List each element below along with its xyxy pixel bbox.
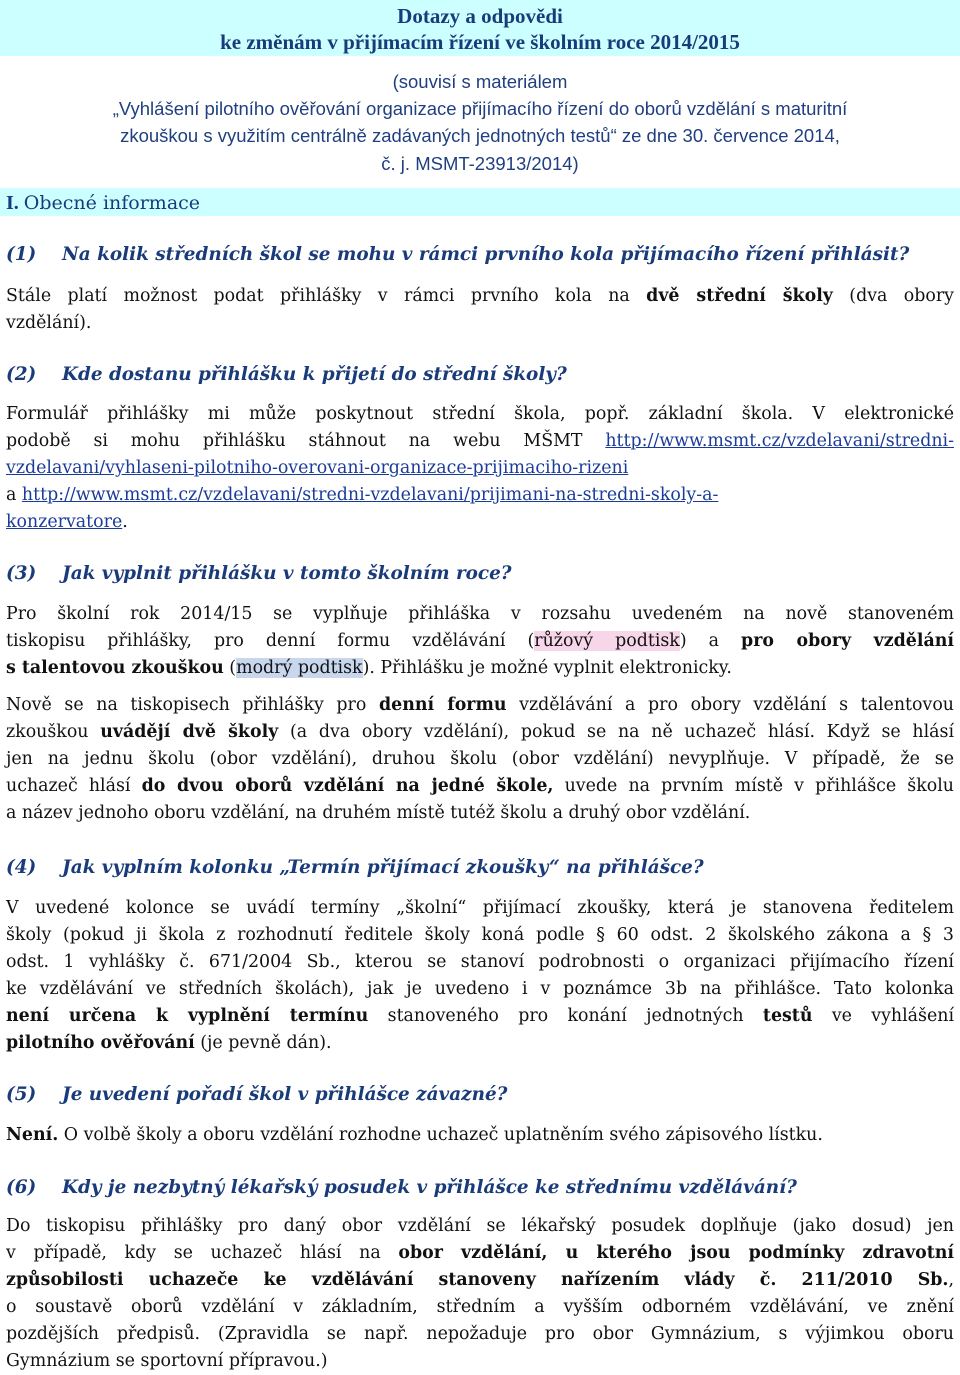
msmt-link-2-cont[interactable]: konzervatore <box>6 512 123 532</box>
answer-text: vzdělávání a pro obory vzdělání s talentovou <box>519 695 955 715</box>
answer-text: pozdějších předpisů. (Zpravidla se např. nepožaduje pro obor Gymnázium, s výjimkou oboru <box>6 1324 954 1344</box>
question-text: Kdy je nezbytný lékařský posudek v přihlášce ke střednímu vzdělávání? <box>62 1177 797 1198</box>
answer-bold: dvě střední školy <box>646 286 833 306</box>
answer-text: Nově se na tiskopisech přihlášky pro <box>6 695 367 715</box>
answer-text: o soustavě oborů vzdělání v základním, středním a vyšším odborném vzdělávání, ve znění <box>6 1297 954 1317</box>
answer-text: ). Přihlášku je možné vyplnit elektronicky. <box>362 658 732 678</box>
answer-bold: obor vzdělání, u kterého jsou podmínky zdravotní <box>398 1243 954 1263</box>
answer-text: školy (pokud ji škola z rozhodnutí ředitele školy koná podle § 60 odst. 2 školského zákona a § 3 <box>6 925 954 945</box>
question-4 <box>6 855 704 881</box>
answer-text: ( <box>229 658 237 678</box>
answer-text: (je pevně dán). <box>200 1033 332 1053</box>
answer-bold: není určena k vyplnění termínu <box>6 1006 369 1026</box>
answer-text: Pro školní rok 2014/15 se vyplňuje přihláška v rozsahu uvedeném na nově stanoveném <box>6 604 954 624</box>
answer-5 <box>6 1122 954 1149</box>
answer-text: Formulář přihlášky mi může poskytnout střední škola, popř. základní škola. V elektronické <box>6 404 954 424</box>
answer-text: tiskopisu přihlášky, pro denní formu vzdělávání ( <box>6 631 535 651</box>
question-text: Je uvedení pořadí škol v přihlášce závazné? <box>62 1084 508 1105</box>
question-text: Na kolik středních škol se mohu v rámci prvního kola přijímacího řízení přihlásit? <box>62 244 910 265</box>
answer-text: (a dva obory vzdělání), pokud se na ně uchazeč hlásí. Když se hlásí <box>290 722 955 742</box>
answer-bold: Není. <box>6 1125 59 1145</box>
question-number: (6) <box>6 1177 37 1198</box>
question-number: (3) <box>6 563 37 584</box>
answer-text: Stále platí možnost podat přihlášky v rámci prvního kola na <box>6 286 630 306</box>
answer-text: zkouškou <box>6 722 89 742</box>
question-5 <box>6 1082 507 1108</box>
answer-text: a <box>6 485 17 505</box>
question-number: (4) <box>6 857 37 878</box>
answer-text: , <box>948 1270 954 1290</box>
question-text: Jak vyplnit přihlášku v tomto školním roce? <box>62 563 512 584</box>
answer-text: odst. 1 vyhlášky č. 671/2004 Sb., kterou se stanoví podrobnosti o organizaci přijímacího řízení <box>6 952 954 972</box>
msmt-link-1[interactable]: http://www.msmt.cz/vzdelavani/stredni- <box>605 431 954 451</box>
answer-bold: denní formu <box>378 695 507 715</box>
answer-text: (dva obory <box>849 286 954 306</box>
answer-text: ) a <box>679 631 720 651</box>
answer-text: V uvedené kolonce se uvádí termíny „školní“ přijímací zkoušky, která je stanovena ředitelem <box>6 898 954 918</box>
answer-text: O volbě školy a oboru vzdělání rozhodne uchazeč uplatněním svého zápisového lístku. <box>63 1125 823 1145</box>
document-title: Dotazy a odpovědi <box>397 4 563 28</box>
section-number: I. <box>6 192 19 214</box>
msmt-link-1-cont[interactable]: vzdelavani/vyhlaseni-pilotniho-overovani-organizace-prijimaciho-rizeni <box>6 458 629 478</box>
blue-highlight: modrý podtisk <box>236 658 363 678</box>
answer-1 <box>6 283 954 337</box>
question-6 <box>6 1175 797 1201</box>
question-3 <box>6 561 512 587</box>
msmt-link-2[interactable]: http://www.msmt.cz/vzdelavani/stredni-vzdelavani/prijimani-na-stredni-skoly-a- <box>21 485 719 505</box>
answer-text: vzdělání). <box>6 313 92 333</box>
answer-text: v případě, kdy se uchazeč hlásí na <box>6 1243 381 1263</box>
source-note-line: č. j. MSMT-23913/2014) <box>381 153 579 174</box>
source-note-line: „Vyhlášení pilotního ověřování organizace přijímacího řízení do oborů vzdělání s maturitní <box>112 98 848 119</box>
answer-text: ke vzdělávání ve středních školách), jak je uvedeno i v poznámce 3b na přihlášce. Tato kolonka <box>6 979 954 999</box>
question-2 <box>6 362 567 388</box>
source-note-line: (souvisí s materiálem <box>392 71 568 92</box>
answer-text: jen na jednu školu (obor vzdělání), druhou školu (obor vzdělání) nevyplňuje. V případě, že se <box>6 749 954 769</box>
section-title: Obecné informace <box>23 192 201 214</box>
answer-bold: pilotního ověřování <box>6 1033 195 1053</box>
answer-text: ve vyhlášení <box>831 1006 955 1026</box>
answer-bold: pro obory vzdělání <box>741 631 954 651</box>
section-heading <box>6 190 200 216</box>
answer-text: . <box>122 512 128 532</box>
answer-6 <box>6 1213 954 1375</box>
answer-text: stanoveného pro konání jednotných <box>387 1006 744 1026</box>
answer-bold: s talentovou zkouškou <box>6 658 224 678</box>
answer-4 <box>6 895 954 1057</box>
question-number: (2) <box>6 364 37 385</box>
answer-2 <box>6 401 954 536</box>
document-subtitle: ke změnám v přijímacím řízení ve školním roce 2014/2015 <box>220 30 740 54</box>
answer-3-paragraph-1 <box>6 601 954 682</box>
answer-text: uchazeč hlásí <box>6 776 131 796</box>
answer-bold: testů <box>762 1006 813 1026</box>
question-text: Kde dostanu přihlášku k přijetí do střední školy? <box>62 364 567 385</box>
answer-3-paragraph-2 <box>6 692 954 827</box>
answer-bold: způsobilosti uchazeče ke vzdělávání stanoveny nařízením vlády č. 211/2010 Sb. <box>6 1270 949 1290</box>
source-note-line: zkouškou s využitím centrálně zadávaných jednotných testů“ ze dne 30. července 2014, <box>120 125 840 146</box>
question-1 <box>6 242 909 268</box>
pink-highlight: růžový podtisk <box>534 631 680 651</box>
answer-text: podobě si mohu přihlášku stáhnout na webu MŠMT <box>6 431 583 451</box>
answer-bold: uvádějí dvě školy <box>100 722 279 742</box>
question-number: (5) <box>6 1084 37 1105</box>
question-text: Jak vyplním kolonku „Termín přijímací zkoušky“ na přihlášce? <box>62 857 704 878</box>
answer-bold: do dvou oborů vzdělání na jedné škole, <box>141 776 554 796</box>
answer-text: Do tiskopisu přihlášky pro daný obor vzdělání se lékařský posudek doplňuje (jako dosud) jen <box>6 1216 954 1236</box>
answer-text: uvede na prvním místě v přihlášce školu <box>564 776 955 796</box>
question-number: (1) <box>6 244 37 265</box>
answer-text: a název jednoho oboru vzdělání, na druhém místě tutéž školu a druhý obor vzdělání. <box>6 803 751 823</box>
answer-text: Gymnázium se sportovní přípravou.) <box>6 1351 328 1371</box>
